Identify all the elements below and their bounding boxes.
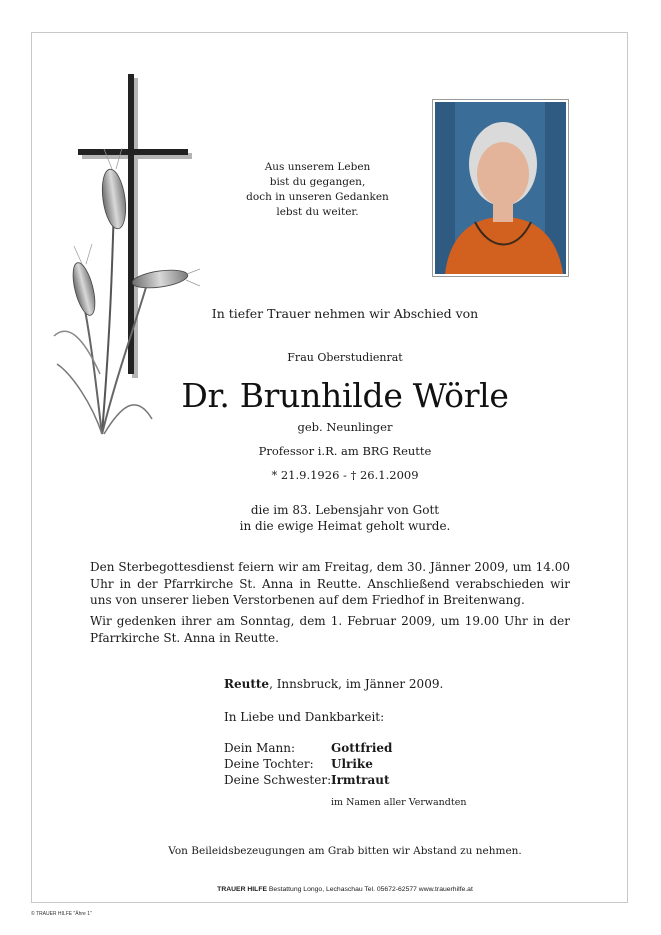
footer-contact: Bestattung Longo, Lechaschau Tel. 05672-62577 www.trauerhilfe.at [267, 886, 473, 893]
relative-name: Gottfried [331, 741, 393, 755]
called-home-line: in die ewige Heimat geholt wurde. [239, 519, 451, 533]
profession: Professor i.R. am BRG Reutte [258, 444, 432, 458]
condolences-note: Von Beileidsbezeugungen am Grab bitten wir Abstand zu nehmen. [168, 845, 522, 857]
place-bold: Reutte [224, 677, 270, 691]
relative-name: Ulrike [331, 757, 373, 771]
poem-line: doch in unseren Gedanken [246, 191, 389, 203]
deceased-name: Dr. Brunhilde Wörle [181, 376, 509, 415]
relative-name: Irmtraut [331, 773, 390, 787]
relative-label: Dein Mann: [224, 741, 296, 755]
footer [120, 886, 570, 893]
relative-label: Deine Schwester: [224, 773, 332, 787]
portrait-photo [432, 99, 569, 277]
funeral-service-paragraph: Den Sterbegottesdienst feiern wir am Freitag, dem 30. Jänner 2009, um 14.00 Uhr in der Pfarrkirche St. Anna in Reutte. Anschließend verabschieden wir uns von unserer lieben Verstorbenen auf dem Friedhof in Breitenwang. [90, 560, 570, 607]
place-rest: , Innsbruck, im Jänner 2009. [269, 677, 444, 691]
poem-line: lebst du weiter. [276, 206, 359, 218]
portrait-image [435, 102, 566, 274]
maiden-name: geb. Neunlinger [297, 420, 393, 434]
relatives-note: im Namen aller Verwandten [331, 797, 467, 808]
called-home-line: die im 83. Lebensjahr von Gott [250, 503, 440, 517]
life-dates: * 21.9.1926 - † 26.1.2009 [271, 468, 419, 482]
relative-label: Deine Tochter: [224, 757, 314, 771]
poem-line: bist du gegangen, [269, 176, 366, 188]
honorific: Frau Oberstudienrat [287, 351, 403, 364]
called-home-text [170, 502, 520, 534]
place-date-line [224, 677, 443, 691]
love-gratitude: In Liebe und Dankbarkeit: [224, 710, 385, 724]
copyright: © TRAUER HILFE "Ähre 1" [31, 911, 92, 917]
memorial-paragraph: Wir gedenken ihrer am Sonntag, dem 1. Februar 2009, um 19.00 Uhr in der Pfarrkirche St. Anna in Reutte. [90, 614, 570, 645]
footer-brand: TRAUER HILFE [217, 886, 268, 893]
intro-text: In tiefer Trauer nehmen wir Abschied von [211, 306, 479, 321]
poem-line: Aus unserem Leben [264, 161, 371, 173]
poem [230, 160, 405, 220]
